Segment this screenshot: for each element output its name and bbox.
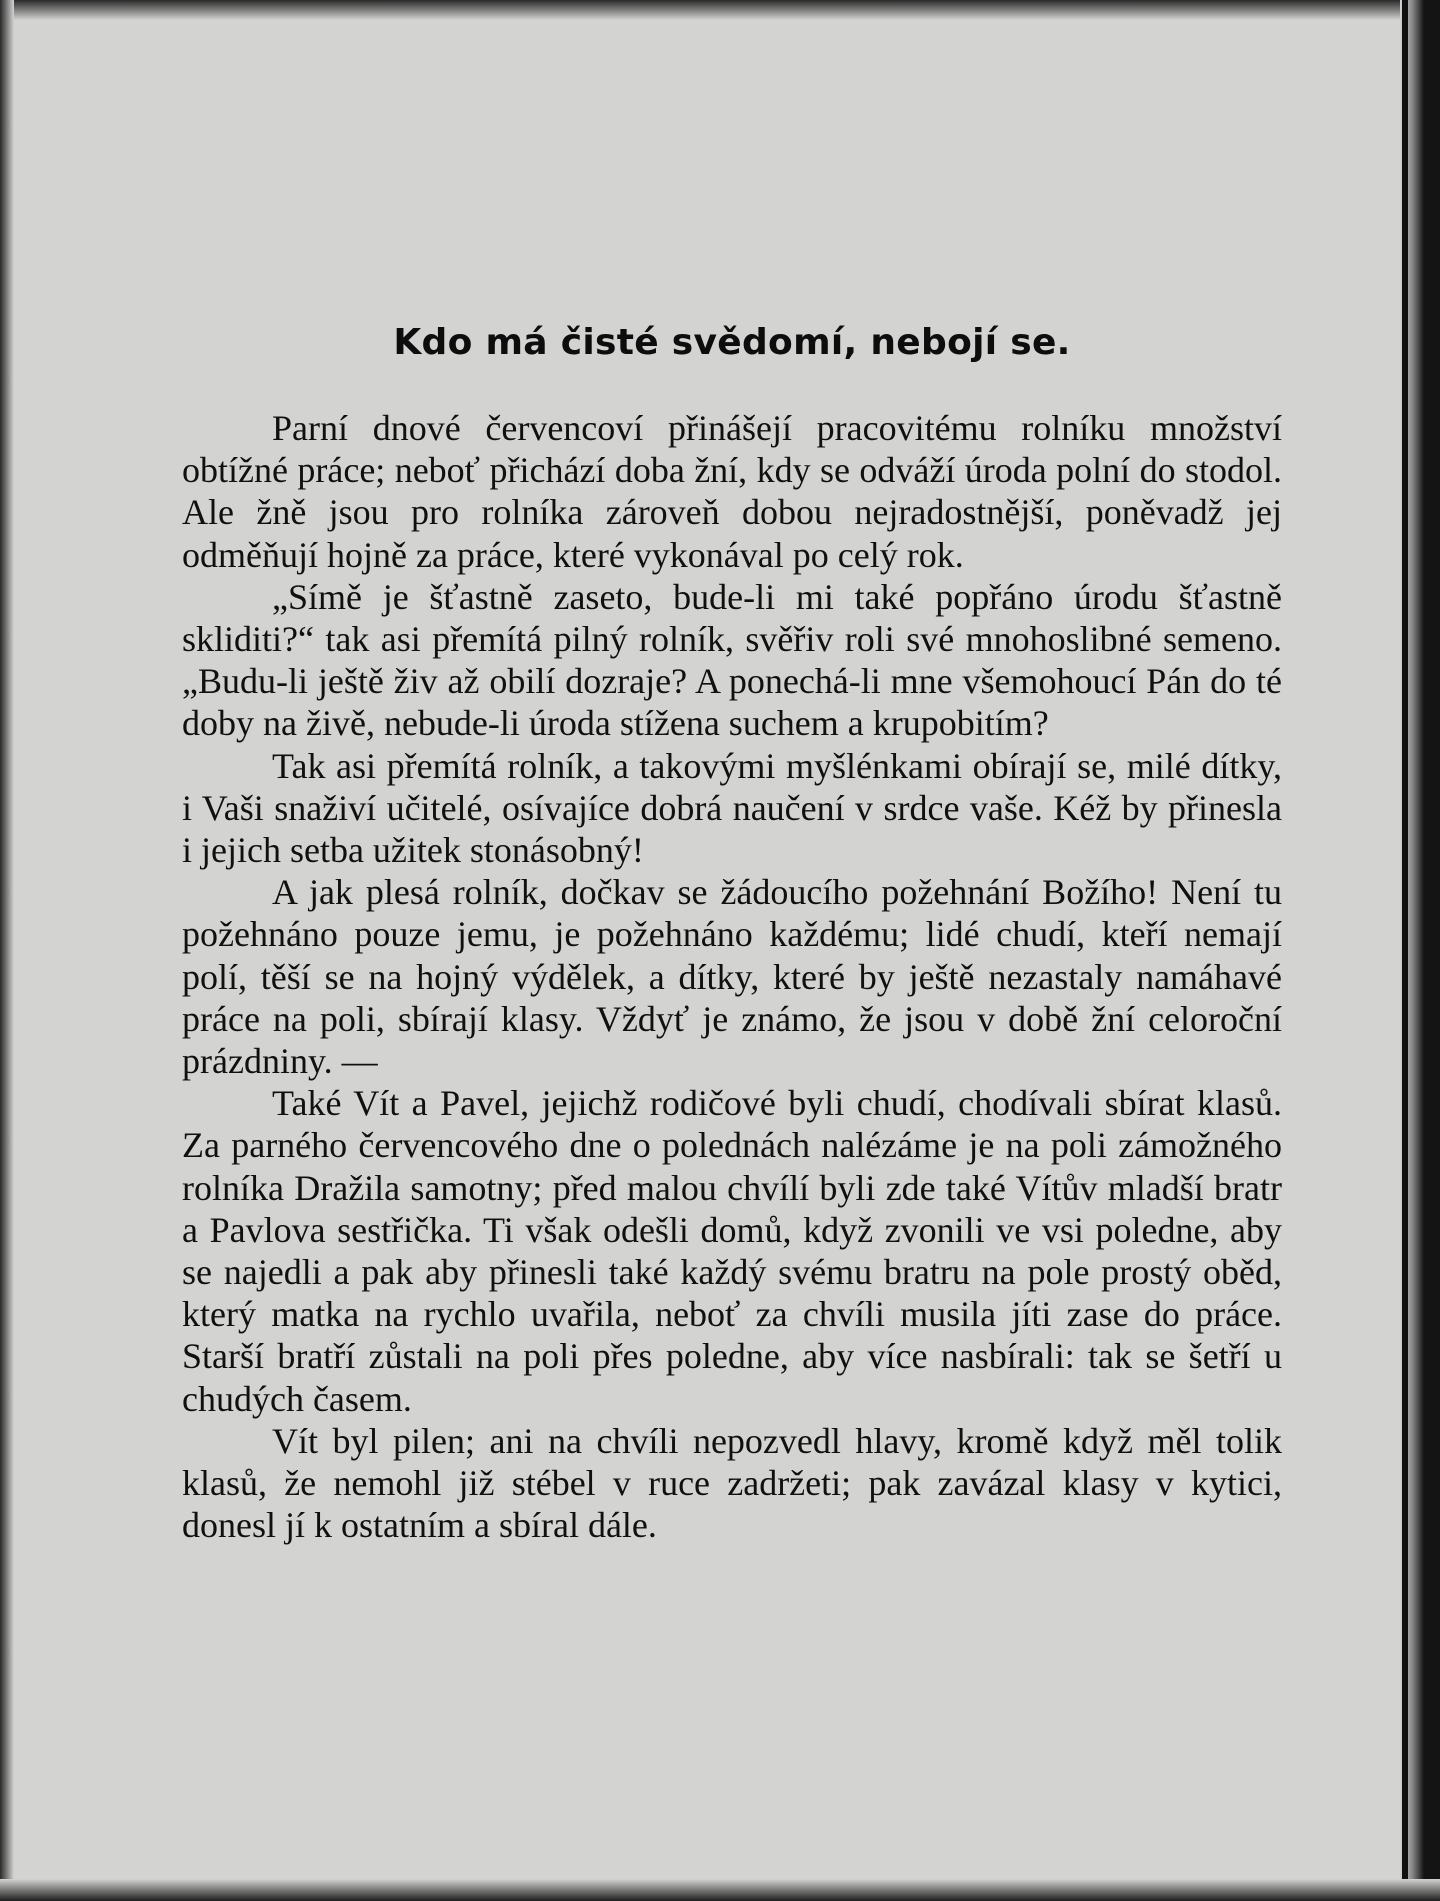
paragraph: Také Vít a Pavel, jejichž rodičové byli chudí, chodívali sbírat klasů. Za parného červencového dne o polednách nalézáme je na poli zámožného rolníka Dražila samotny; před malou chvílí byli zde také Vítův mladší bratr a Pavlova sestřička. Ti však odešli domů, když zvonili ve vsi poledne, aby se najedli a pak aby přinesli také každý svému bratru na pole prostý oběd, který matka na rychlo uvařila, neboť za chvíli musila jíti zase do práce. Starší bratří zůstali na poli přes poledne, aby více nasbírali: tak se šetří u chudých časem. <box>182 1083 1282 1419</box>
paragraph: Vít byl pilen; ani na chvíli nepozvedl hlavy, kromě když měl tolik klasů, že nemohl již stébel v ruce zadržeti; pak zavázal klasy v kytici, donesl jí k ostatním a sbíral dále. <box>182 1420 1282 1546</box>
page-title: Kdo má čisté svědomí, nebojí se. <box>393 322 1071 363</box>
book-spine-line <box>1402 0 1408 1901</box>
page-edge-left <box>0 0 14 1901</box>
paragraph: „Símě je šťastně zaseto, bude-li mi také popřáno úrodu šťastně skliditi?“ tak asi přemítá pilný rolník, svěřiv roli své mnohoslibné semeno. „Budu-li ještě živ až obilí dozraje? A ponechá-li mne všemohoucí Pán do té doby na živě, nebude-li úroda stížena suchem a krupobitím? <box>182 576 1282 744</box>
page-edge-top <box>0 0 1440 20</box>
page-edge-bottom <box>0 1879 1440 1901</box>
paragraph: A jak plesá rolník, dočkav se žádoucího požehnání Božího! Není tu požehnáno pouze jemu, je požehnáno každému; lidé chudí, kteří nemají polí, těší se na hojný výdělek, a dítky, které by ještě nezastaly namáhavé práce na poli, sbírají klasy. Vždyť je známo, že jsou v době žní celoroční prázdniny. — <box>182 872 1282 1082</box>
paragraph: Tak asi přemítá rolník, a takovými myšlénkami obírají se, milé dítky, i Vaši snaživí učitelé, osívajíce dobrá naučení v srdce vaše. Kéž by přinesla i jejich setba užitek stonásobný! <box>182 745 1282 871</box>
paragraph: Parní dnové červencoví přinášejí pracovitému rolníku množství obtížné práce; neboť přichází doba žní, kdy se odváží úroda polní do stodol. Ale žně jsou pro rolníka zároveň dobou nejradostnější, poněvadž jej odměňují hojně za práce, které vykonával po celý rok. <box>182 408 1282 575</box>
page-text-block <box>182 322 1282 1546</box>
